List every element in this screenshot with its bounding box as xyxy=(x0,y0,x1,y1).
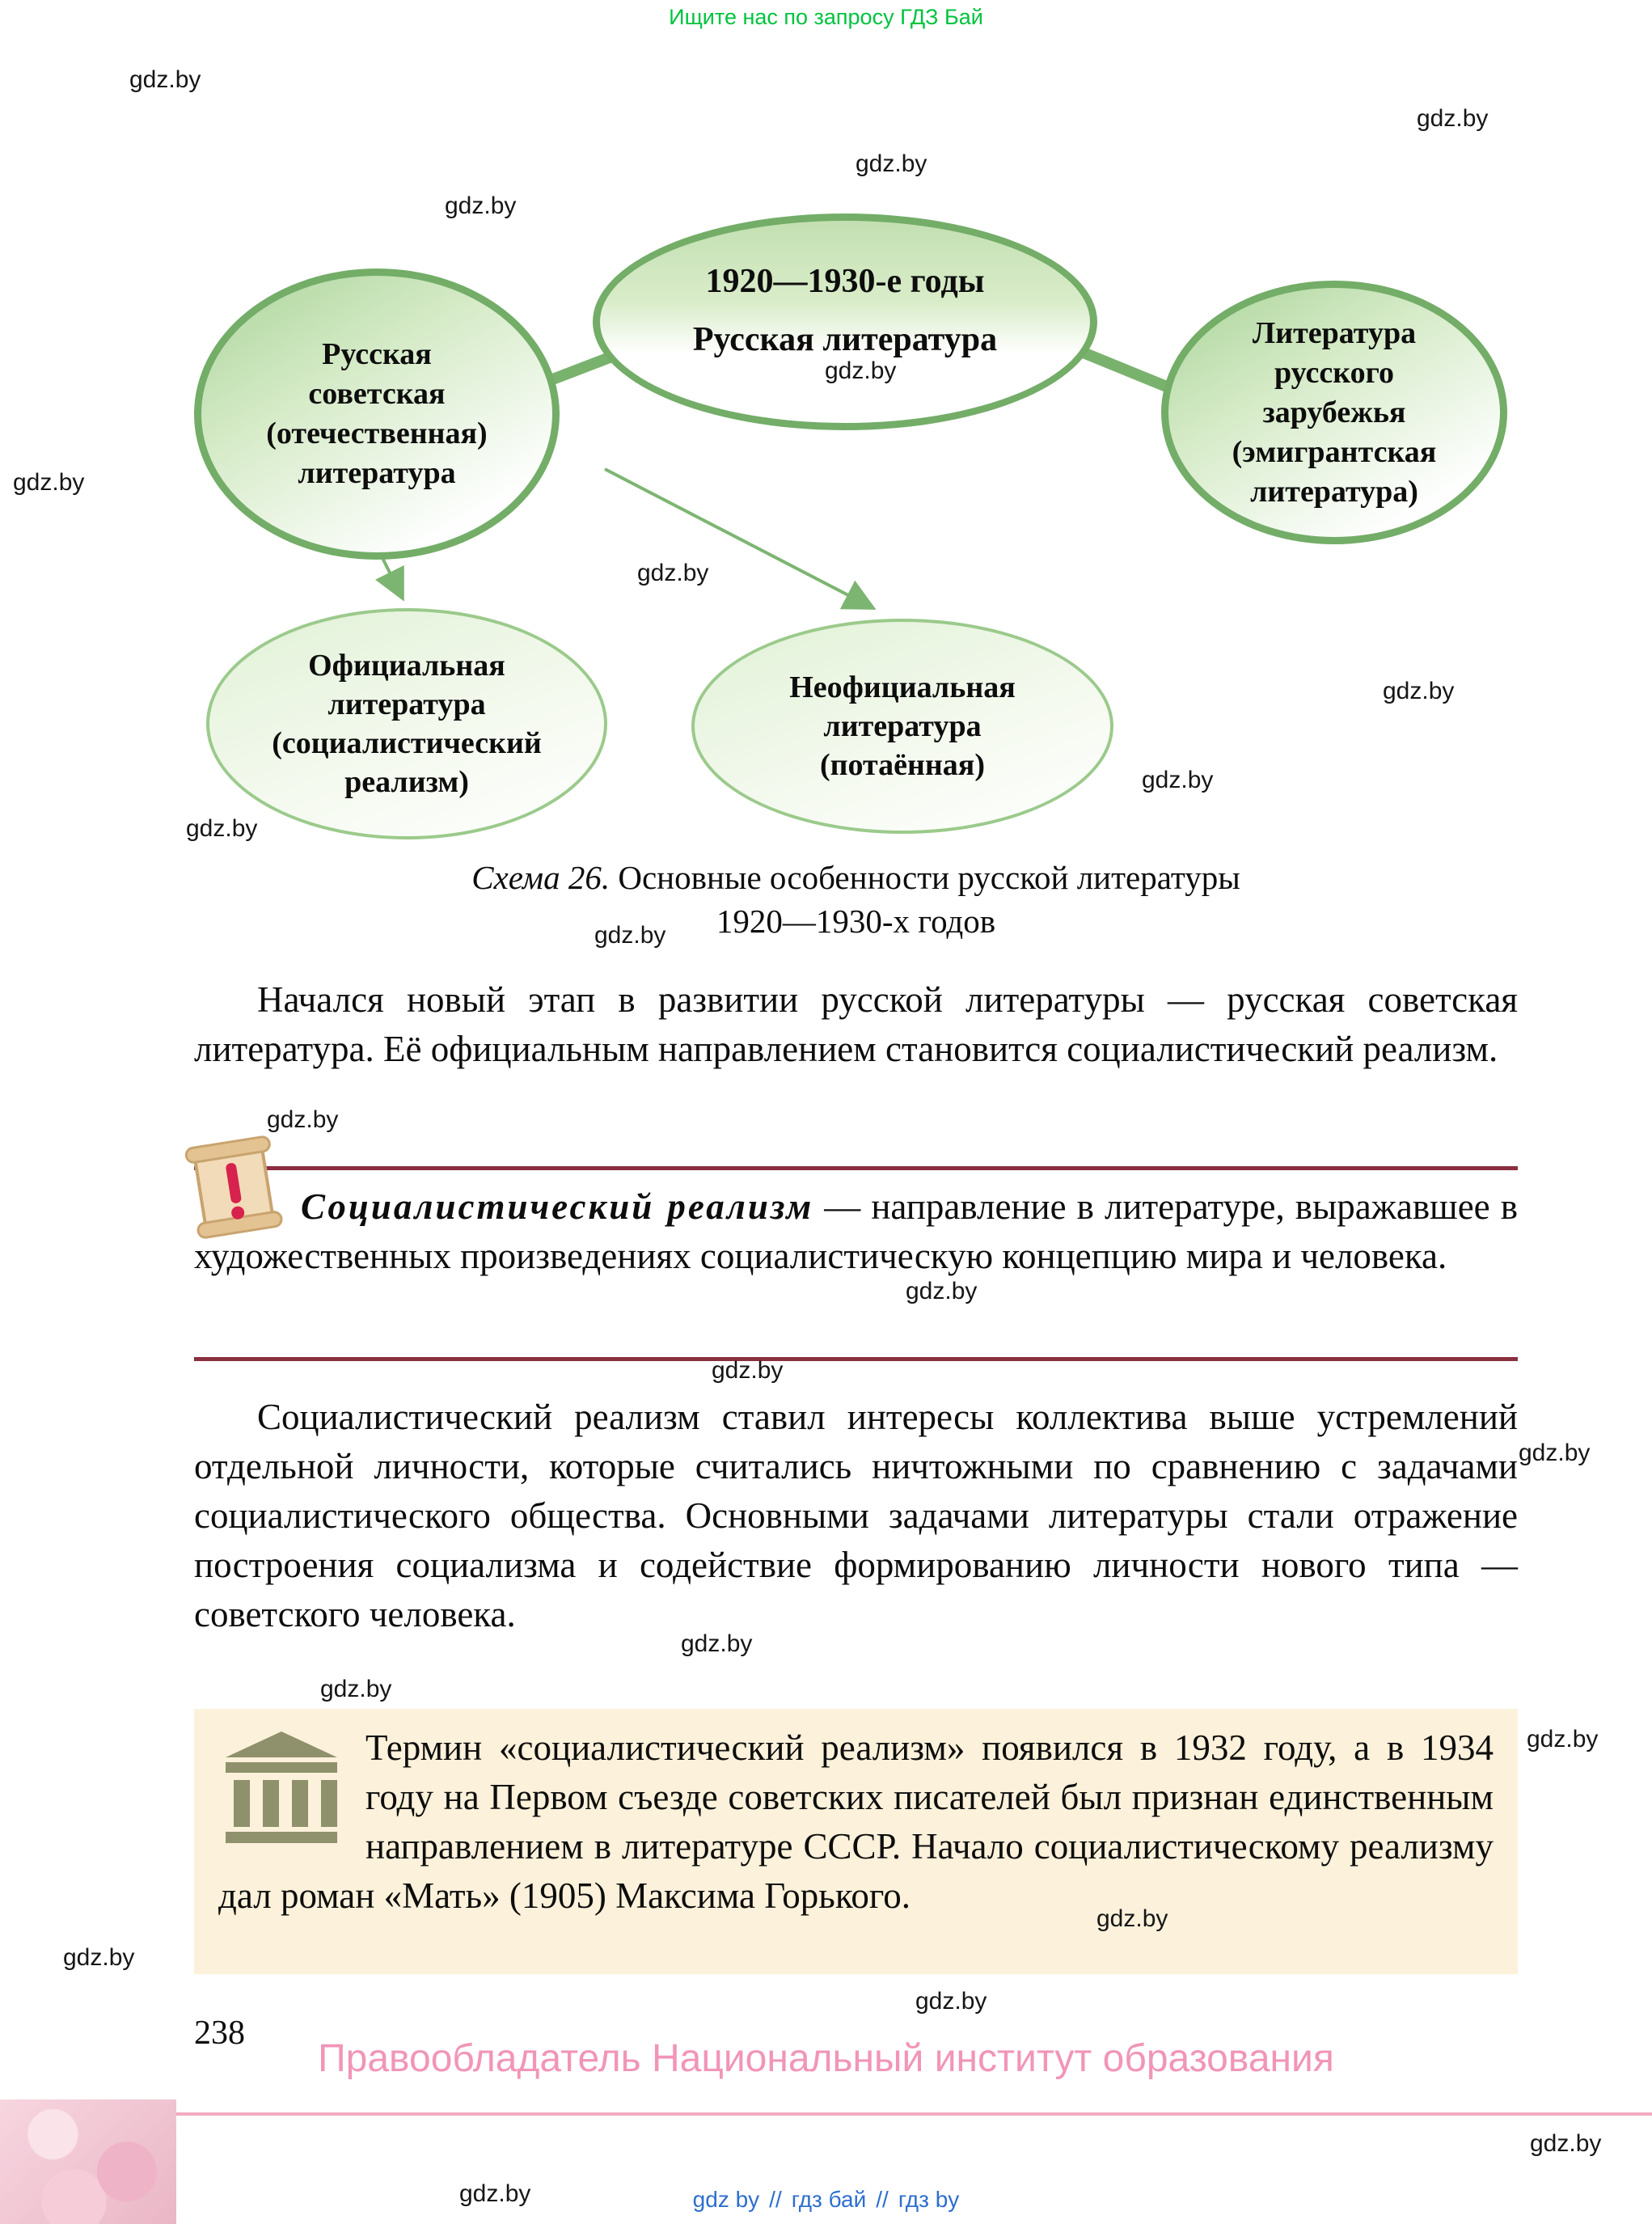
ellipse-unofficial-literature xyxy=(691,619,1113,834)
figure-caption-line1 xyxy=(194,856,1518,899)
watermark-gdz: gdz.by xyxy=(712,1357,784,1384)
watermark-gdz: gdz.by xyxy=(856,150,927,177)
ellipse-text-line: Литература xyxy=(1252,315,1417,350)
ellipse-text-line: реализм) xyxy=(344,765,469,799)
watermark-gdz: gdz.by xyxy=(13,469,85,496)
watermark-gdz: gdz.by xyxy=(1519,1440,1591,1466)
ellipse-text-line: литература xyxy=(298,456,456,490)
link-gdz-bai[interactable]: гдз бай xyxy=(791,2187,867,2212)
ellipse-text-line: Неофициальная xyxy=(789,670,1016,704)
building-icon xyxy=(220,1727,343,1862)
watermark-gdz: gdz.by xyxy=(1527,1726,1599,1753)
watermark-gdz: gdz.by xyxy=(63,1944,135,1971)
promo-banner: Ищите нас по запросу ГДЗ Бай xyxy=(669,5,983,29)
watermark-gdz: gdz.by xyxy=(594,922,666,949)
definition-term: Социалистический реализм xyxy=(301,1186,814,1227)
page-number: 238 xyxy=(194,2015,245,2052)
watermark-gdz: gdz.by xyxy=(320,1676,392,1702)
info-box xyxy=(194,1709,1518,1974)
figure-caption-text: Основные особенности русской литературы xyxy=(610,859,1240,896)
figure-caption-line2: 1920—1930-х годов xyxy=(716,903,996,940)
watermark-gdz: gdz.by xyxy=(129,66,201,93)
ellipse-text-line: (потаённая) xyxy=(819,748,986,782)
copyright-line: Правообладатель Национальный институт образования xyxy=(318,2037,1334,2080)
ellipse-text-line: Официальная xyxy=(308,649,505,683)
watermark-gdz: gdz.by xyxy=(267,1106,339,1133)
link-separator: // xyxy=(769,2187,782,2212)
definition-text xyxy=(194,1182,1518,1281)
schema-diagram xyxy=(0,202,1652,890)
ellipse-text-line: зарубежья xyxy=(1262,395,1406,429)
ellipse-text-line: (социалистический xyxy=(272,726,542,760)
watermark-gdz: gdz.by xyxy=(906,1278,978,1304)
ellipse-russian-literature-period xyxy=(593,214,1097,430)
link-gdz-by[interactable]: gdz by xyxy=(692,2187,760,2212)
watermark-gdz: gdz.by xyxy=(1530,2130,1602,2157)
body-paragraph-2: Социалистический реализм ставил интересы коллектива выше устремлений отдельной личности, которые считались ничтожными по сравнению с задачами социалистического общества. Основными задачами литературы стали отражение построения социализма и содействие формированию личности нового типа — советского человека. xyxy=(194,1397,1518,1634)
footer-divider xyxy=(162,2112,1652,2116)
figure-caption-label: Схема 26. xyxy=(471,859,611,896)
scroll-icon xyxy=(184,1127,283,1245)
watermark-gdz: gdz.by xyxy=(459,2180,531,2207)
body-paragraph-1: Начался новый этап в развитии русской литературы — русская советская литература. Её официальным направлением становится социалистический реализм. xyxy=(194,979,1518,1069)
figure-caption xyxy=(194,856,1518,943)
ellipse-emigrant-literature xyxy=(1161,281,1507,544)
ellipse-text-line: русского xyxy=(1274,355,1394,390)
ellipse-text-line: Русская литература xyxy=(692,321,998,358)
bottom-links xyxy=(0,2187,1652,2213)
link-separator: // xyxy=(876,2187,889,2212)
watermark-gdz: gdz.by xyxy=(445,192,517,219)
watermark-gdz: gdz.by xyxy=(681,1630,753,1657)
ellipse-text-line: литература xyxy=(327,687,486,721)
watermark-gdz: gdz.by xyxy=(825,357,897,384)
watermark-gdz: gdz.by xyxy=(186,815,258,842)
watermark-gdz: gdz.by xyxy=(1096,1905,1168,1932)
watermark-gdz: gdz.by xyxy=(1417,105,1489,132)
watermark-gdz: gdz.by xyxy=(1383,678,1455,704)
ellipse-soviet-literature xyxy=(194,268,560,560)
ellipse-official-literature xyxy=(206,608,607,839)
info-box-text: Термин «социалистический реализм» появился в 1932 году, а в 1934 году на Первом съезде советских писателей был признан единственным направлением в литературе СССР. Начало социалистическому реализму дал роман «Мать» (1905) Максима Горького. xyxy=(218,1727,1494,1916)
ellipse-text-line: 1920—1930-е годы xyxy=(705,263,985,300)
ellipse-text-line: Русская xyxy=(322,337,432,371)
ellipse-text-line: (отечественная) xyxy=(266,416,488,450)
link-gdz-by-2[interactable]: гдз by xyxy=(898,2187,960,2212)
watermark-gdz: gdz.by xyxy=(637,560,709,586)
ellipse-text-line: литература) xyxy=(1250,474,1418,509)
watermark-gdz: gdz.by xyxy=(1142,767,1214,793)
ellipse-text-line: советская xyxy=(308,377,446,411)
definition-body: — направление в литературе, выражавшее в художественных произведениях социалистическую концепцию мира и человека. xyxy=(194,1186,1518,1276)
definition-rule-top xyxy=(194,1166,1518,1170)
ellipse-text-line: (эмигрантская xyxy=(1232,434,1437,469)
watermark-gdz: gdz.by xyxy=(915,1988,987,2015)
definition-rule-bottom xyxy=(194,1357,1518,1361)
ellipse-text-line: литература xyxy=(823,709,982,743)
